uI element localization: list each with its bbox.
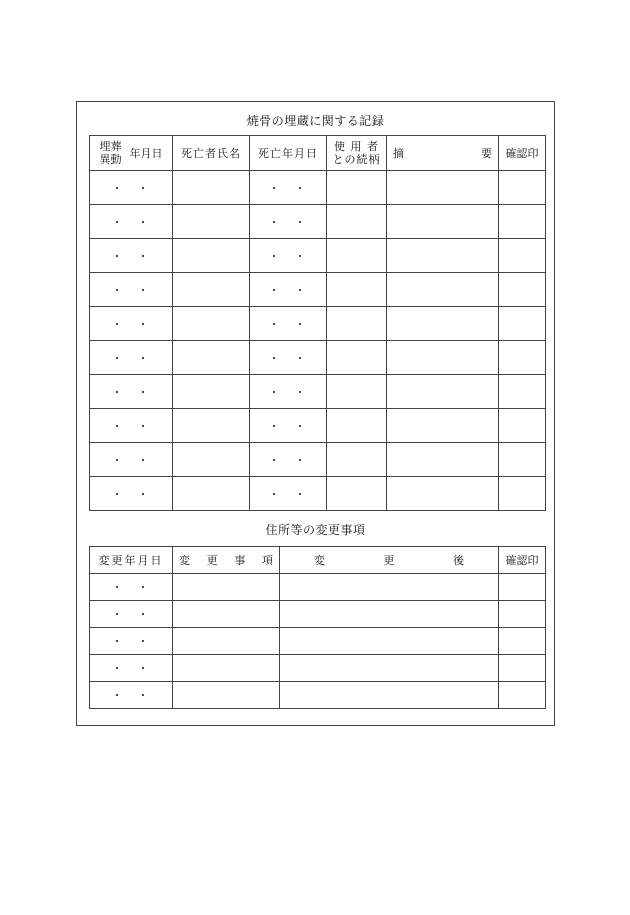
header-seal: 確認印 (499, 136, 546, 171)
after-change-cell[interactable] (280, 574, 499, 601)
burial-date-cell[interactable]: ・ ・ (90, 273, 173, 307)
header-change-item-char: 項 (261, 554, 273, 567)
death-date-cell[interactable]: ・ ・ (250, 205, 327, 239)
summary-cell[interactable] (387, 477, 499, 511)
seal-cell[interactable] (499, 341, 546, 375)
burial-row (90, 239, 546, 273)
change-item-cell[interactable] (173, 574, 280, 601)
burial-date-cell[interactable]: ・ ・ (90, 307, 173, 341)
header-after-change-char: 更 (383, 554, 395, 567)
change-seal-cell[interactable] (499, 655, 546, 682)
header-change-item-char: 更 (206, 554, 218, 567)
death-date-cell[interactable]: ・ ・ (250, 273, 327, 307)
header-after-change (280, 547, 499, 574)
change-date-cell[interactable]: ・ ・ (90, 655, 173, 682)
burial-date-cell[interactable]: ・ ・ (90, 205, 173, 239)
burial-date-cell[interactable]: ・ ・ (90, 171, 173, 205)
change-row (90, 574, 546, 601)
seal-cell[interactable] (499, 239, 546, 273)
after-change-cell[interactable] (280, 628, 499, 655)
header-after-change-char: 後 (453, 554, 464, 567)
burial-record-title: 焼骨の埋蔵に関する記録 (246, 114, 385, 128)
seal-cell[interactable] (499, 307, 546, 341)
seal-cell[interactable] (499, 409, 546, 443)
burial-record-table (89, 135, 546, 511)
burial-row (90, 341, 546, 375)
burial-row (90, 307, 546, 341)
burial-row (90, 443, 546, 477)
change-row (90, 655, 546, 682)
header-death-date: 死亡年月日 (250, 136, 327, 171)
deceased-name-cell[interactable] (173, 375, 250, 409)
header-transfer-label: 異動 (99, 153, 122, 166)
change-seal-cell[interactable] (499, 628, 546, 655)
change-seal-cell[interactable] (499, 601, 546, 628)
seal-cell[interactable] (499, 443, 546, 477)
burial-row (90, 375, 546, 409)
relation-cell[interactable] (327, 477, 387, 511)
header-after-change-char: 変 (314, 554, 325, 567)
seal-cell[interactable] (499, 171, 546, 205)
summary-cell[interactable] (387, 239, 499, 273)
burial-date-cell[interactable]: ・ ・ (90, 375, 173, 409)
burial-date-cell[interactable]: ・ ・ (90, 409, 173, 443)
change-row (90, 601, 546, 628)
change-record-table (89, 546, 546, 709)
change-date-cell[interactable]: ・ ・ (90, 601, 173, 628)
form-frame (76, 101, 555, 726)
relation-cell[interactable] (327, 341, 387, 375)
change-date-cell[interactable]: ・ ・ (90, 682, 173, 709)
summary-cell[interactable] (387, 375, 499, 409)
change-record-title: 住所等の変更事項 (265, 523, 366, 537)
burial-header-row (90, 136, 546, 171)
deceased-name-cell[interactable] (173, 477, 250, 511)
header-deceased-name: 死亡者氏名 (173, 136, 250, 171)
change-header-row (90, 547, 546, 574)
death-date-cell[interactable]: ・ ・ (250, 375, 327, 409)
seal-cell[interactable] (499, 375, 546, 409)
after-change-cell[interactable] (280, 601, 499, 628)
death-date-cell[interactable]: ・ ・ (250, 239, 327, 273)
summary-cell[interactable] (387, 307, 499, 341)
change-item-cell[interactable] (173, 601, 280, 628)
header-summary: 摘 要 (387, 136, 499, 171)
burial-date-cell[interactable]: ・ ・ (90, 239, 173, 273)
summary-cell[interactable] (387, 273, 499, 307)
burial-date-cell[interactable]: ・ ・ (90, 477, 173, 511)
change-item-cell[interactable] (173, 628, 280, 655)
header-change-item-char: 変 (179, 554, 190, 567)
after-change-cell[interactable] (280, 655, 499, 682)
seal-cell[interactable] (499, 477, 546, 511)
summary-cell[interactable] (387, 443, 499, 477)
relation-cell[interactable] (327, 443, 387, 477)
change-row (90, 628, 546, 655)
change-item-cell[interactable] (173, 655, 280, 682)
deceased-name-cell[interactable] (173, 307, 250, 341)
relation-cell[interactable] (327, 409, 387, 443)
relation-cell[interactable] (327, 375, 387, 409)
header-burial-label: 埋葬 (99, 140, 122, 153)
after-change-cell[interactable] (280, 682, 499, 709)
summary-cell[interactable] (387, 409, 499, 443)
summary-cell[interactable] (387, 205, 499, 239)
header-relation: 使 用 者 との続柄 (327, 136, 387, 171)
burial-row (90, 171, 546, 205)
header-change-seal: 確認印 (499, 547, 546, 574)
change-item-cell[interactable] (173, 682, 280, 709)
header-change-item-char: 事 (234, 554, 246, 567)
death-date-cell[interactable]: ・ ・ (250, 171, 327, 205)
deceased-name-cell[interactable] (173, 239, 250, 273)
change-seal-cell[interactable] (499, 574, 546, 601)
change-date-cell[interactable]: ・ ・ (90, 574, 173, 601)
burial-row (90, 409, 546, 443)
header-change-item (173, 547, 280, 574)
death-date-cell[interactable]: ・ ・ (250, 307, 327, 341)
header-date-suffix: 年月日 (129, 146, 163, 160)
burial-date-cell[interactable]: ・ ・ (90, 341, 173, 375)
relation-cell[interactable] (327, 239, 387, 273)
seal-cell[interactable] (499, 273, 546, 307)
relation-cell[interactable] (327, 205, 387, 239)
burial-row (90, 273, 546, 307)
change-seal-cell[interactable] (499, 682, 546, 709)
change-date-cell[interactable]: ・ ・ (90, 628, 173, 655)
change-row (90, 682, 546, 709)
header-change-date: 変更年月日 (90, 547, 173, 574)
deceased-name-cell[interactable] (173, 205, 250, 239)
summary-cell[interactable] (387, 341, 499, 375)
summary-cell[interactable] (387, 171, 499, 205)
deceased-name-cell[interactable] (173, 443, 250, 477)
death-date-cell[interactable]: ・ ・ (250, 477, 327, 511)
burial-date-cell[interactable]: ・ ・ (90, 443, 173, 477)
deceased-name-cell[interactable] (173, 171, 250, 205)
deceased-name-cell[interactable] (173, 409, 250, 443)
relation-cell[interactable] (327, 171, 387, 205)
relation-cell[interactable] (327, 273, 387, 307)
header-burial-date (90, 136, 173, 171)
deceased-name-cell[interactable] (173, 273, 250, 307)
relation-cell[interactable] (327, 307, 387, 341)
death-date-cell[interactable]: ・ ・ (250, 409, 327, 443)
burial-row (90, 477, 546, 511)
seal-cell[interactable] (499, 205, 546, 239)
death-date-cell[interactable]: ・ ・ (250, 443, 327, 477)
death-date-cell[interactable]: ・ ・ (250, 341, 327, 375)
burial-row (90, 205, 546, 239)
deceased-name-cell[interactable] (173, 341, 250, 375)
